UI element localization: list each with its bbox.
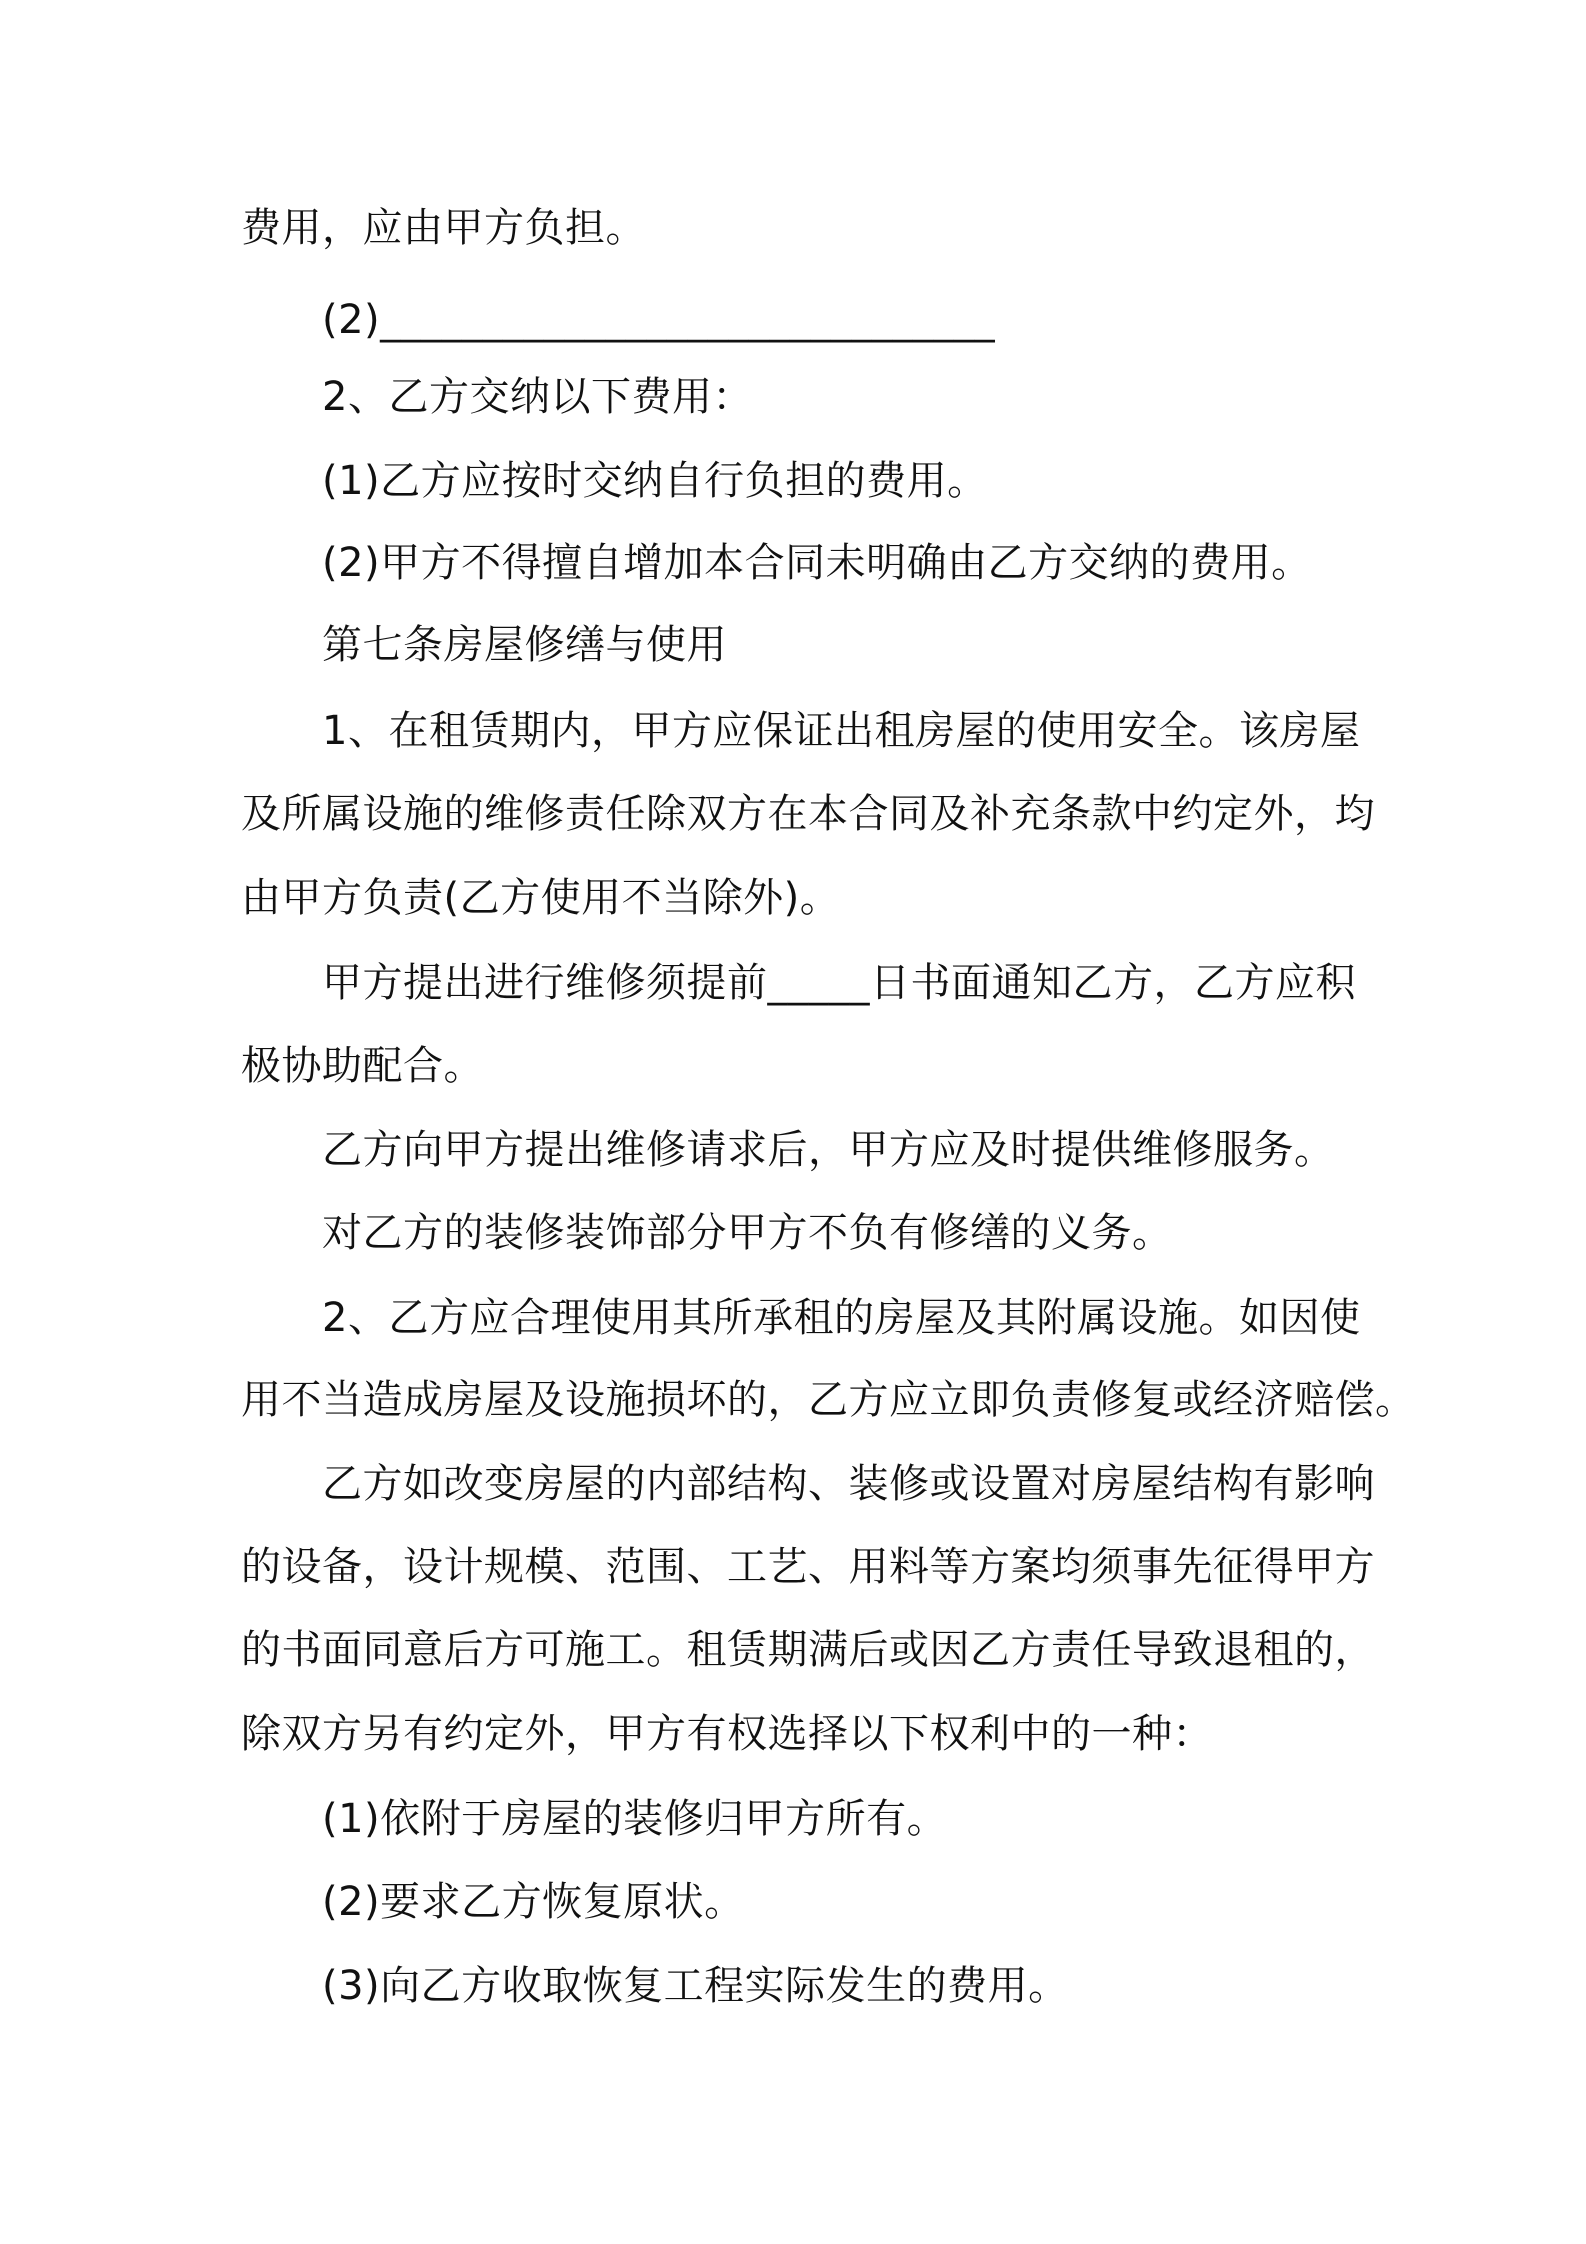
list-item: (2)甲方不得擅自增加本合同未明确由乙方交纳的费用。 <box>322 540 1312 586</box>
list-item: (2)要求乙方恢复原状。 <box>322 1879 745 1925</box>
paragraph-line: 乙方向甲方提出维修请求后，甲方应及时提供维修服务。 <box>322 1127 1335 1173</box>
paragraph-line: 及所属设施的维修责任除双方在本合同及补充条款中约定外，均 <box>241 791 1375 837</box>
paragraph-line: 1、在租赁期内，甲方应保证出租房屋的使用安全。该房屋 <box>322 708 1361 754</box>
paragraph-line: 的书面同意后方可施工。租赁期满后或因乙方责任导致退租的， <box>241 1627 1375 1673</box>
paragraph-line: 甲方提出进行维修须提前_____日书面通知乙方，乙方应积 <box>322 960 1356 1006</box>
paragraph-line: 乙方如改变房屋的内部结构、装修或设置对房屋结构有影响 <box>322 1461 1375 1507</box>
list-item: (1)乙方应按时交纳自行负担的费用。 <box>322 458 988 504</box>
paragraph-line: 由甲方负责(乙方使用不当除外)。 <box>241 875 841 921</box>
list-item: (1)依附于房屋的装修归甲方所有。 <box>322 1796 948 1842</box>
paragraph-line: 的设备，设计规模、范围、工艺、用料等方案均须事先征得甲方 <box>241 1544 1375 1590</box>
paragraph-line: 对乙方的装修装饰部分甲方不负有修缮的义务。 <box>322 1210 1173 1256</box>
section-title: 第七条房屋修缮与使用 <box>322 622 727 668</box>
paragraph-line: 用不当造成房屋及设施损坏的，乙方应立即负责修复或经济赔偿。 <box>241 1377 1416 1423</box>
clause-heading: 2、乙方交纳以下费用： <box>322 374 753 420</box>
list-item: (3)向乙方收取恢复工程实际发生的费用。 <box>322 1963 1069 2009</box>
paragraph-line: 极协助配合。 <box>241 1043 484 1089</box>
paragraph-line: 费用，应由甲方负担。 <box>241 205 646 251</box>
blank-fill-line: (2)______________________________ <box>322 297 996 343</box>
paragraph-line: 2、乙方应合理使用其所承租的房屋及其附属设施。如因使 <box>322 1295 1361 1341</box>
paragraph-line: 除双方另有约定外，甲方有权选择以下权利中的一种： <box>241 1711 1213 1757</box>
